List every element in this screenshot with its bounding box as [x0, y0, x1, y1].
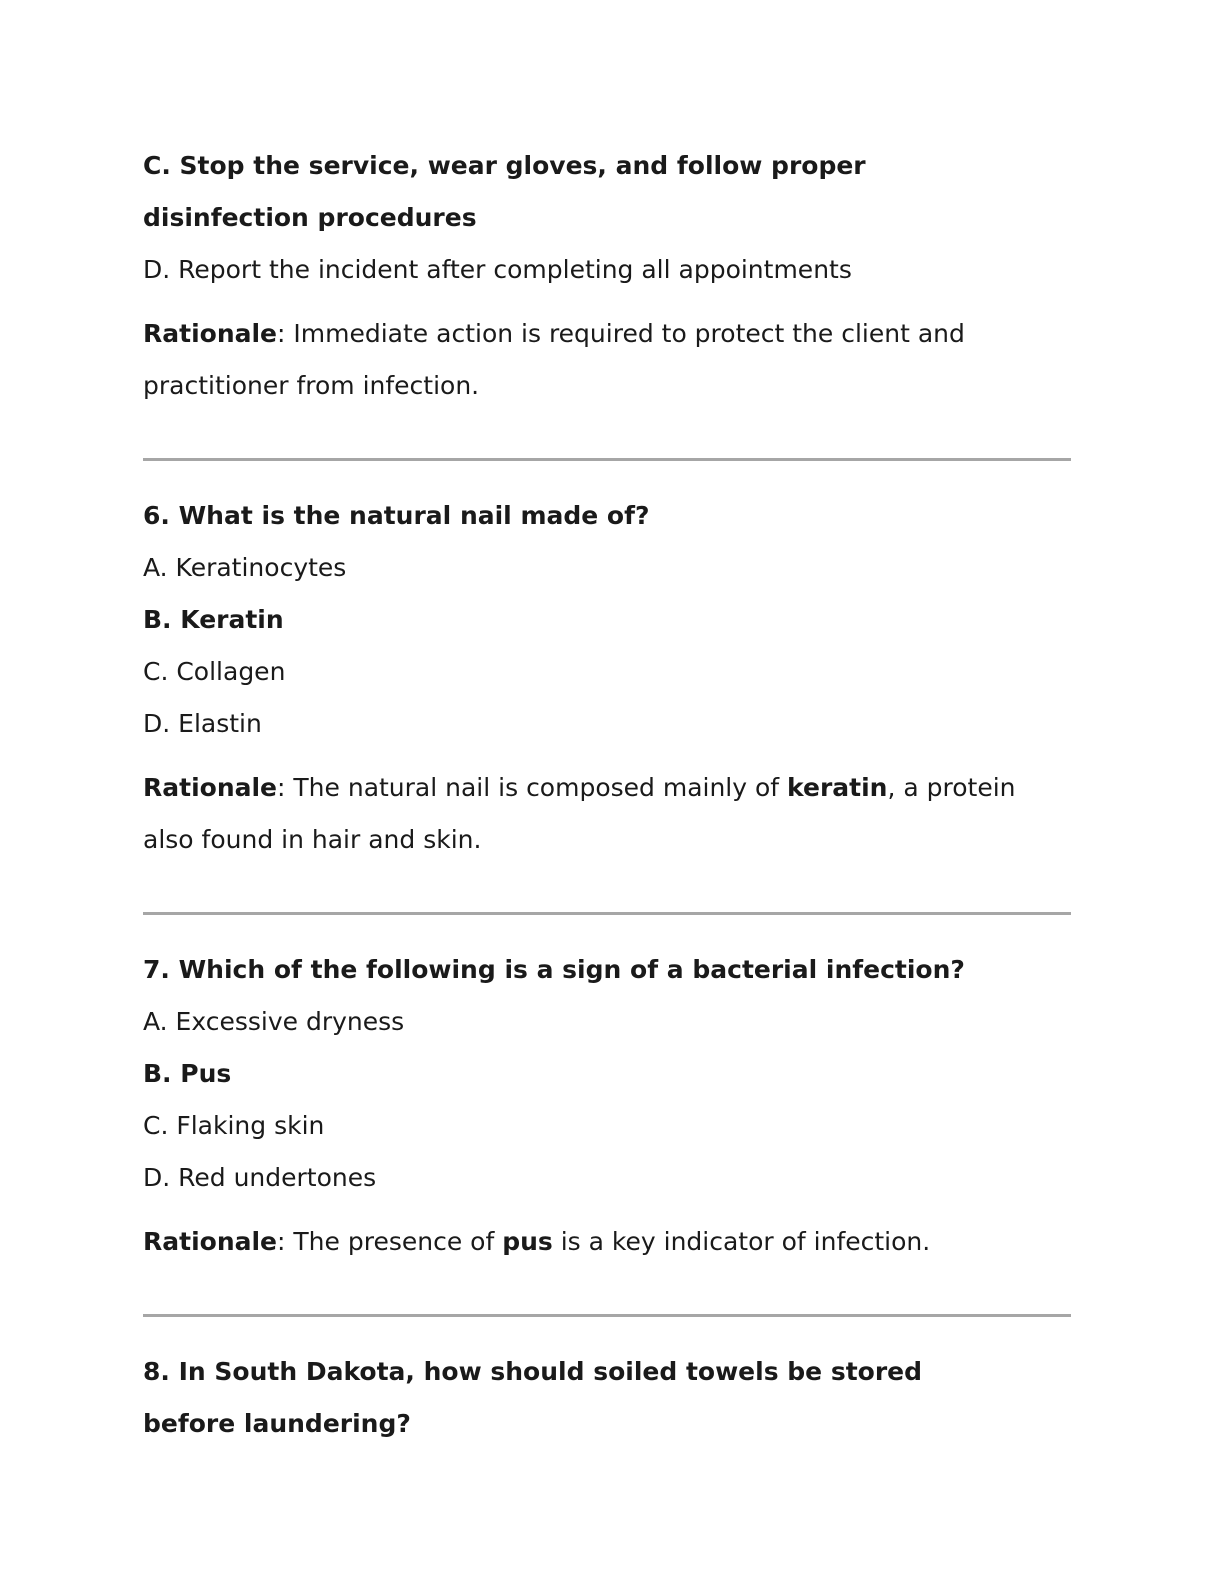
divider [143, 912, 1071, 915]
question-7-block [143, 944, 1073, 1268]
rationale-colon: : [277, 773, 286, 802]
rationale-label: Rationale [143, 773, 278, 802]
question-title: 8. In South Dakota, how should soiled towels be stored before laundering? [143, 1357, 923, 1438]
question-title: 6. What is the natural nail made of? [143, 501, 650, 530]
rationale-keyword: keratin [787, 773, 888, 802]
question-title: 7. Which of the following is a sign of a bacterial infection? [143, 955, 965, 984]
option-a: A. Excessive dryness [143, 1007, 405, 1036]
rationale-text-post: , a protein also found in hair and skin. [143, 773, 1016, 854]
question-8-block [143, 1346, 1073, 1450]
rationale-text-pre: The presence of [285, 1227, 503, 1256]
option-b-correct: B. Pus [143, 1059, 232, 1088]
document-page [143, 140, 1073, 1450]
option-b-correct: B. Keratin [143, 605, 284, 634]
option-d: D. Report the incident after completing all appointments [143, 255, 852, 284]
divider [143, 458, 1071, 461]
rationale-label: Rationale [143, 319, 278, 348]
option-c-correct: C. Stop the service, wear gloves, and follow proper disinfection procedures [143, 151, 866, 232]
rationale-text-post: is a key indicator of infection. [552, 1227, 931, 1256]
previous-question-block [143, 140, 1073, 412]
option-d: D. Elastin [143, 709, 262, 738]
divider [143, 1314, 1071, 1317]
rationale-text: Immediate action is required to protect the client and practitioner from infection. [143, 319, 965, 400]
option-c: C. Collagen [143, 657, 286, 686]
rationale-text-pre: The natural nail is composed mainly of [285, 773, 788, 802]
option-d: D. Red undertones [143, 1163, 377, 1192]
rationale-keyword: pus [502, 1227, 553, 1256]
option-a: A. Keratinocytes [143, 553, 347, 582]
rationale [143, 762, 1073, 866]
question-6-block [143, 490, 1073, 866]
rationale-label: Rationale [143, 1227, 278, 1256]
rationale-colon: : [277, 319, 286, 348]
rationale [143, 308, 973, 412]
rationale [143, 1216, 1073, 1268]
option-c: C. Flaking skin [143, 1111, 325, 1140]
rationale-colon: : [277, 1227, 286, 1256]
